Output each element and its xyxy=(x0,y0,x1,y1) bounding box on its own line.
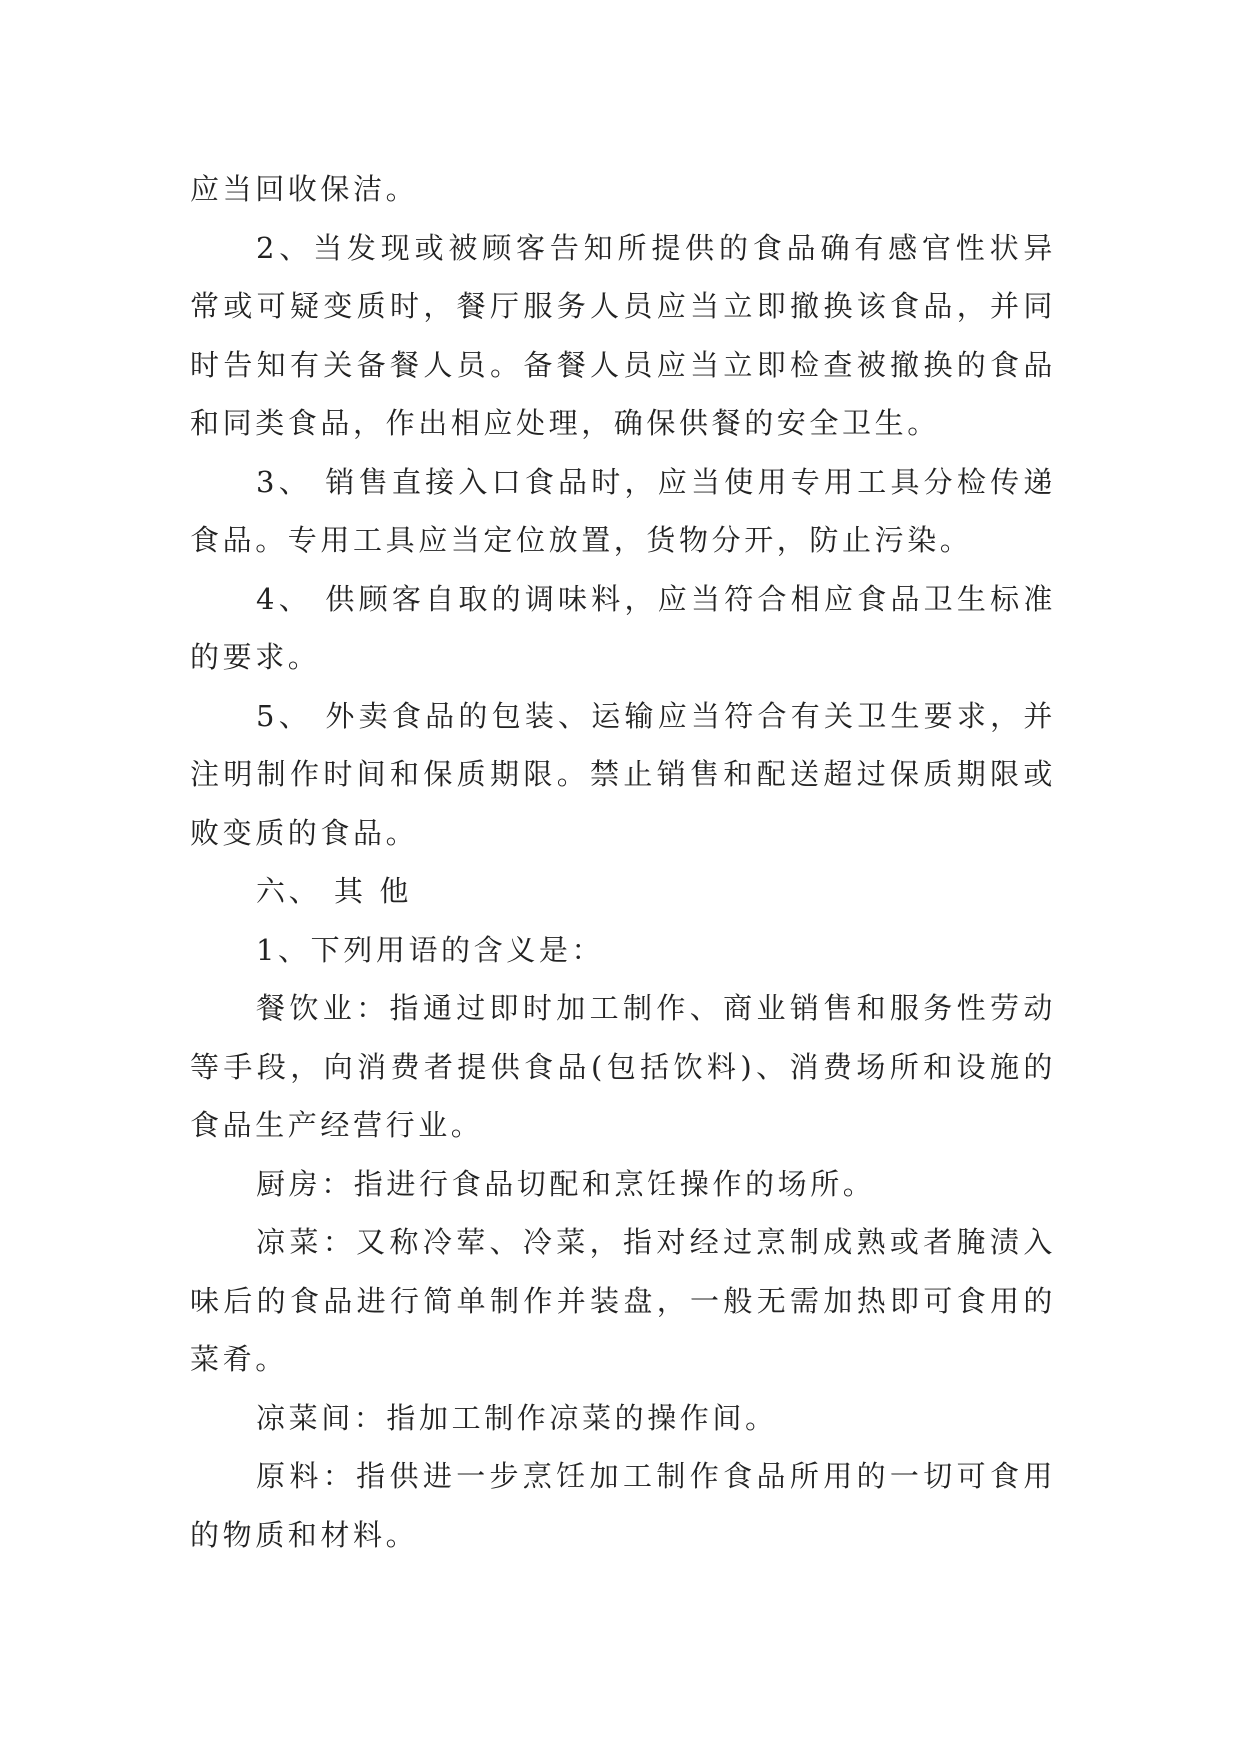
definition-kitchen: 厨房：指进行食品切配和烹饪操作的场所。 xyxy=(256,1166,876,1201)
section-heading-other: 六、 其 他 xyxy=(256,874,413,908)
paragraph-definitions-intro: 1、下列用语的含义是： xyxy=(256,932,605,967)
paragraph-continuation: 应当回收保洁。 xyxy=(190,172,419,206)
paragraph-item-3: 3、 销售直接入口食品时，应当使用专用工具分检传递食品。专用工具应当定位放置，货物分开，防止污染。 xyxy=(190,464,1056,557)
definition-cold-dish-room: 凉菜间：指加工制作凉菜的操作间。 xyxy=(256,1400,778,1435)
definition-cold-dish: 凉菜：又称冷荤、冷菜，指对经过烹制成熟或者腌渍入味后的食品进行简单制作并装盘，一般无需加热即可食用的菜肴。 xyxy=(190,1225,1056,1376)
definition-catering: 餐饮业：指通过即时加工制作、商业销售和服务性劳动等手段，向消费者提供食品(包括饮料)、消费场所和设施的食品生产经营行业。 xyxy=(190,991,1056,1142)
definition-raw-material: 原料：指供进一步烹饪加工制作食品所用的一切可食用的物质和材料。 xyxy=(190,1459,1056,1552)
paragraph-item-4: 4、 供顾客自取的调味料，应当符合相应食品卫生标准的要求。 xyxy=(190,581,1056,674)
document-body xyxy=(190,160,1056,1564)
paragraph-item-5: 5、 外卖食品的包装、运输应当符合有关卫生要求，并注明制作时间和保质期限。禁止销售和配送超过保质期限或败变质的食品。 xyxy=(190,698,1056,850)
paragraph-item-2: 2、当发现或被顾客告知所提供的食品确有感官性状异常或可疑变质时，餐厅服务人员应当立即撤换该食品，并同时告知有关备餐人员。备餐人员应当立即检查被撤换的食品和同类食品，作出相应处理，确保供餐的安全卫生。 xyxy=(190,230,1056,440)
